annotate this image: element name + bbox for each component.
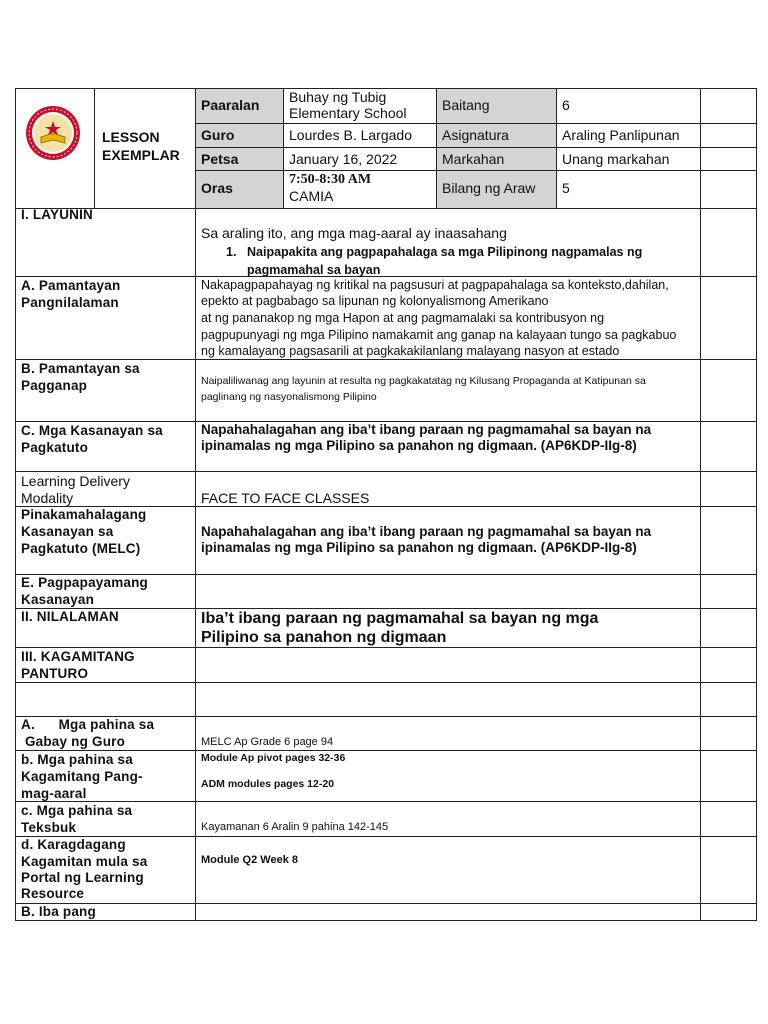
melc-label-line3: Pagkatuto (MELC) xyxy=(21,541,141,556)
gabay-label-line1: A. Mga pahina sa xyxy=(21,717,155,732)
asignatura-label: Asignatura xyxy=(442,127,509,143)
delivery-label-line2: Modality xyxy=(21,490,74,506)
kasanayan-label-line1: C. Mga Kasanayan sa xyxy=(21,423,163,438)
karagdagang-label-line4: Resource xyxy=(21,886,85,901)
pagganap-line2: paglinang ng nasyonalismong Pilipino xyxy=(201,391,377,403)
pangnilalaman-label-line2: Pangnilalaman xyxy=(21,295,119,310)
gabay-value: MELC Ap Grade 6 page 94 xyxy=(201,736,334,748)
kagamitan-label-line2: PANTURO xyxy=(21,666,89,681)
pangnilalaman-line5: ng kamalayang pagsasarili at pagkakakilanlang malayang nasyon at estado xyxy=(201,344,620,358)
paaralan-value-line1: Buhay ng Tubig xyxy=(289,89,387,105)
nilalaman-line1: Iba’t ibang paraan ng pagmamahal sa bayan ng mga xyxy=(201,610,599,627)
paaralan-label: Paaralan xyxy=(201,97,260,113)
layunin-item-line2: pagmamahal sa bayan xyxy=(247,263,381,277)
karagdagang-label-line2: Kagamitan mula sa xyxy=(21,854,148,869)
oras-value-line1: 7:50-8:30 AM xyxy=(289,172,372,187)
karagdagang-label-line1: d. Karagdagang xyxy=(21,837,126,852)
pangnilalaman-label-line1: A. Pamantayan xyxy=(21,278,121,293)
markahan-value: Unang markahan xyxy=(562,151,670,167)
mag-aaral-label-line1: b. Mga pahina sa xyxy=(21,752,133,767)
pagpapayaman-label-line2: Kasanayan xyxy=(21,592,95,607)
petsa-value: January 16, 2022 xyxy=(289,151,398,167)
teksbuk-label-line1: c. Mga pahina sa xyxy=(21,803,133,818)
pagganap-line1: Naipaliliwanag ang layunin at resulta ng pagkakatatag ng Kilusang Propaganda at Katipunan sa xyxy=(201,375,646,387)
pagganap-label-line1: B. Pamantayan sa xyxy=(21,361,140,376)
lesson-title-line2: EXEMPLAR xyxy=(102,147,180,163)
melc-label-line1: Pinakamahalagang xyxy=(21,507,147,522)
mag-aaral-value-line2: ADM modules pages 12-20 xyxy=(201,778,335,790)
melc-line1: Napahahalagahan ang iba’t ibang paraan ng pagmamahal sa bayan na xyxy=(201,524,652,539)
delivery-value: FACE TO FACE CLASSES xyxy=(201,490,370,506)
guro-value: Lourdes B. Largado xyxy=(289,127,412,143)
school-seal-logo xyxy=(25,105,81,161)
layunin-label: I. LAYUNIN xyxy=(21,207,94,222)
pangnilalaman-line4: pagpupunyagi ng mga Pilipino namakamit ang ganap na kalayaan tungo sa pagkabuo xyxy=(201,328,677,342)
asignatura-value: Araling Panlipunan xyxy=(562,127,680,143)
guro-label: Guro xyxy=(201,127,235,143)
baitang-label: Baitang xyxy=(442,97,490,113)
paaralan-value-line2: Elementary School xyxy=(289,105,407,121)
iba-pang-label: B. Iba pang xyxy=(21,904,96,919)
kasanayan-line1: Napahahalagahan ang iba’t ibang paraan ng pagmamahal sa bayan na xyxy=(201,422,652,437)
markahan-label: Markahan xyxy=(442,151,505,167)
kagamitan-label-line1: III. KAGAMITANG xyxy=(21,649,135,664)
mag-aaral-label-line3: mag-aaral xyxy=(21,786,87,801)
pagpapayaman-label-line1: E. Pagpapayamang xyxy=(21,575,148,590)
karagdagang-label-line3: Portal ng Learning xyxy=(21,870,144,885)
melc-label-line2: Kasanayan sa xyxy=(21,524,114,539)
nilalaman-line2: Pilipino sa panahon ng digmaan xyxy=(201,629,447,646)
karagdagang-value: Module Q2 Week 8 xyxy=(201,854,298,866)
nilalaman-label: II. NILALAMAN xyxy=(21,609,119,624)
teksbuk-label-line2: Teksbuk xyxy=(21,820,77,835)
lesson-title-line1: LESSON xyxy=(102,129,160,145)
baitang-value: 6 xyxy=(562,97,570,113)
kasanayan-label-line2: Pagkatuto xyxy=(21,440,89,455)
bilang-label: Bilang ng Araw xyxy=(442,180,536,196)
mag-aaral-label-line2: Kagamitang Pang- xyxy=(21,769,143,784)
gabay-label-line2: Gabay ng Guro xyxy=(21,734,126,749)
mag-aaral-value-line1: Module Ap pivot pages 32-36 xyxy=(201,752,346,764)
bilang-value: 5 xyxy=(562,180,570,196)
pagganap-label-line2: Pagganap xyxy=(21,378,88,393)
oras-value-line2: CAMIA xyxy=(289,188,334,204)
layunin-intro: Sa araling ito, ang mga mag-aaral ay inaasahang xyxy=(201,225,507,241)
pangnilalaman-line2: epekto at pagbabago sa lipunan ng kolonyalismong Amerikano xyxy=(201,294,549,308)
layunin-item-number: 1. xyxy=(226,245,237,259)
teksbuk-value: Kayamanan 6 Aralin 9 pahina 142-145 xyxy=(201,821,389,833)
pangnilalaman-line1: Nakapagpapahayag ng kritikal na pagsusuri at pagpapahalaga sa konteksto,dahilan, xyxy=(201,278,669,292)
layunin-item-line1: Naipapakita ang pagpapahalaga sa mga Pilipinong nagpamalas ng xyxy=(247,245,643,259)
delivery-label-line1: Learning Delivery xyxy=(21,473,130,489)
oras-label: Oras xyxy=(201,180,233,196)
pangnilalaman-line3: at ng pananakop ng mga Hapon at ang pagmamalaki sa kontribusyon ng xyxy=(201,311,605,325)
kasanayan-line2: ipinamalas ng mga Pilipino sa panahon ng digmaan. (AP6KDP-IIg-8) xyxy=(201,438,637,453)
melc-line2: ipinamalas ng mga Pilipino sa panahon ng digmaan. (AP6KDP-IIg-8) xyxy=(201,540,637,555)
petsa-label: Petsa xyxy=(201,151,239,167)
